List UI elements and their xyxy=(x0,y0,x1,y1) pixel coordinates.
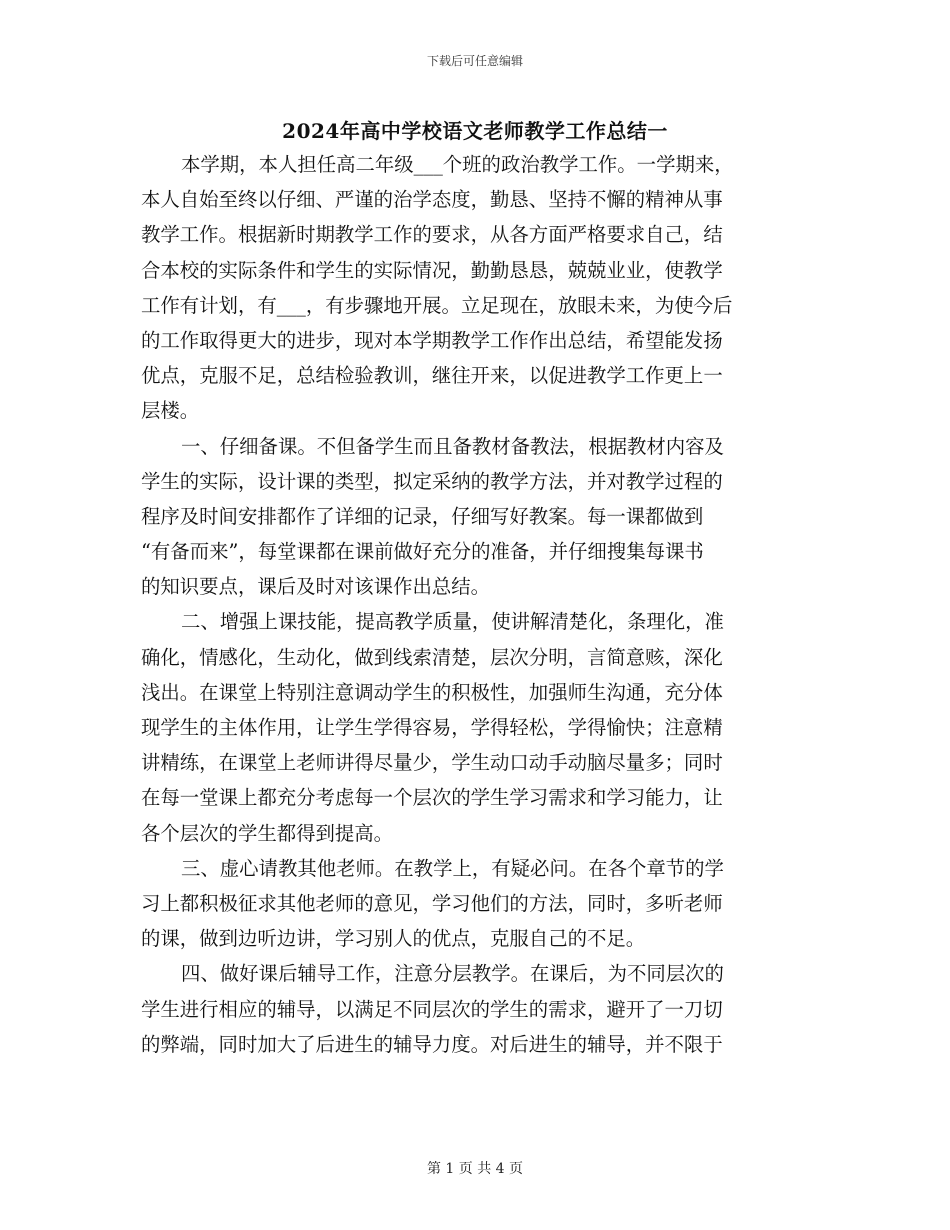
paragraph-teaching-skills xyxy=(141,604,801,850)
header-note: 下载后可任意编辑 xyxy=(426,54,523,68)
text-line: 的弊端，同时加大了后进生的辅导力度。对后进生的辅导，并不限于 xyxy=(141,1032,723,1056)
text-line: 优点，克服不足，总结检验教训，继往开来，以促进教学工作更上一 xyxy=(141,364,723,388)
text-line: 的课，做到边听边讲，学习别人的优点，克服自己的不足。 xyxy=(141,927,646,951)
paragraph-consult-teachers xyxy=(141,851,801,957)
paragraph-after-class-tutoring xyxy=(141,956,801,1062)
document-body xyxy=(141,147,801,1062)
text-line: 工作有计划，有___，有步骤地开展。立足现在，放眼未来，为使今后 xyxy=(141,293,733,317)
text-line: 教学工作。根据新时期教学工作的要求，从各方面严格要求自己，结 xyxy=(141,223,723,247)
text-line: 层楼。 xyxy=(141,399,200,423)
text-line: 本学期，本人担任高二年级___个班的政治教学工作。一学期来， xyxy=(181,153,734,176)
text-line: 讲精练，在课堂上老师讲得尽量少，学生动口动手动脑尽量多；同时 xyxy=(141,751,723,775)
text-line: 程序及时间安排都作了详细的记录，仔细写好教案。每一课都做到 xyxy=(141,504,704,528)
text-line: 一、仔细备课。不但备学生而且备教材备教法，根据教材内容及 xyxy=(181,434,724,458)
paragraph-lesson-prep xyxy=(141,429,801,605)
text-line: 三、虚心请教其他老师。在教学上，有疑必问。在各个章节的学 xyxy=(181,856,724,880)
text-line: 习上都积极征求其他老师的意见，学习他们的方法，同时，多听老师 xyxy=(141,891,723,915)
text-line: 合本校的实际条件和学生的实际情况，勤勤恳恳，兢兢业业，使教学 xyxy=(141,258,723,282)
text-line: 在每一堂课上都充分考虑每一个层次的学生学习需求和学习能力，让 xyxy=(141,786,723,810)
text-line: 本人自始至终以仔细、严谨的治学态度，勤恳、坚持不懈的精神从事 xyxy=(141,188,723,212)
text-line: 各个层次的学生都得到提高。 xyxy=(141,821,394,845)
text-line: 的知识要点，课后及时对该课作出总结。 xyxy=(141,575,491,599)
document-title: 2024年高中学校语文老师教学工作总结一 xyxy=(282,119,668,143)
text-line: “有备而来”，每堂课都在课前做好充分的准备，并仔细搜集每课书 xyxy=(141,540,704,564)
text-line: 确化，情感化，生动化，做到线索清楚，层次分明，言简意赅，深化 xyxy=(141,645,723,669)
text-line: 二、增强上课技能，提高教学质量，使讲解清楚化，条理化，准 xyxy=(181,610,724,634)
page-footer: 第 1 页 共 4 页 xyxy=(426,1161,524,1177)
text-line: 学生的实际，设计课的类型，拟定采纳的教学方法，并对教学过程的 xyxy=(141,469,723,493)
paragraph-intro xyxy=(141,147,801,429)
text-line: 学生进行相应的辅导，以满足不同层次的学生的需求，避开了一刀切 xyxy=(141,997,723,1021)
text-line: 四、做好课后辅导工作，注意分层教学。在课后，为不同层次的 xyxy=(181,962,724,986)
text-line: 的工作取得更大的进步，现对本学期教学工作作出总结，希望能发扬 xyxy=(141,328,723,352)
text-line: 浅出。在课堂上特别注意调动学生的积极性，加强师生沟通，充分体 xyxy=(141,680,723,704)
text-line: 现学生的主体作用，让学生学得容易，学得轻松，学得愉快；注意精 xyxy=(141,716,723,739)
